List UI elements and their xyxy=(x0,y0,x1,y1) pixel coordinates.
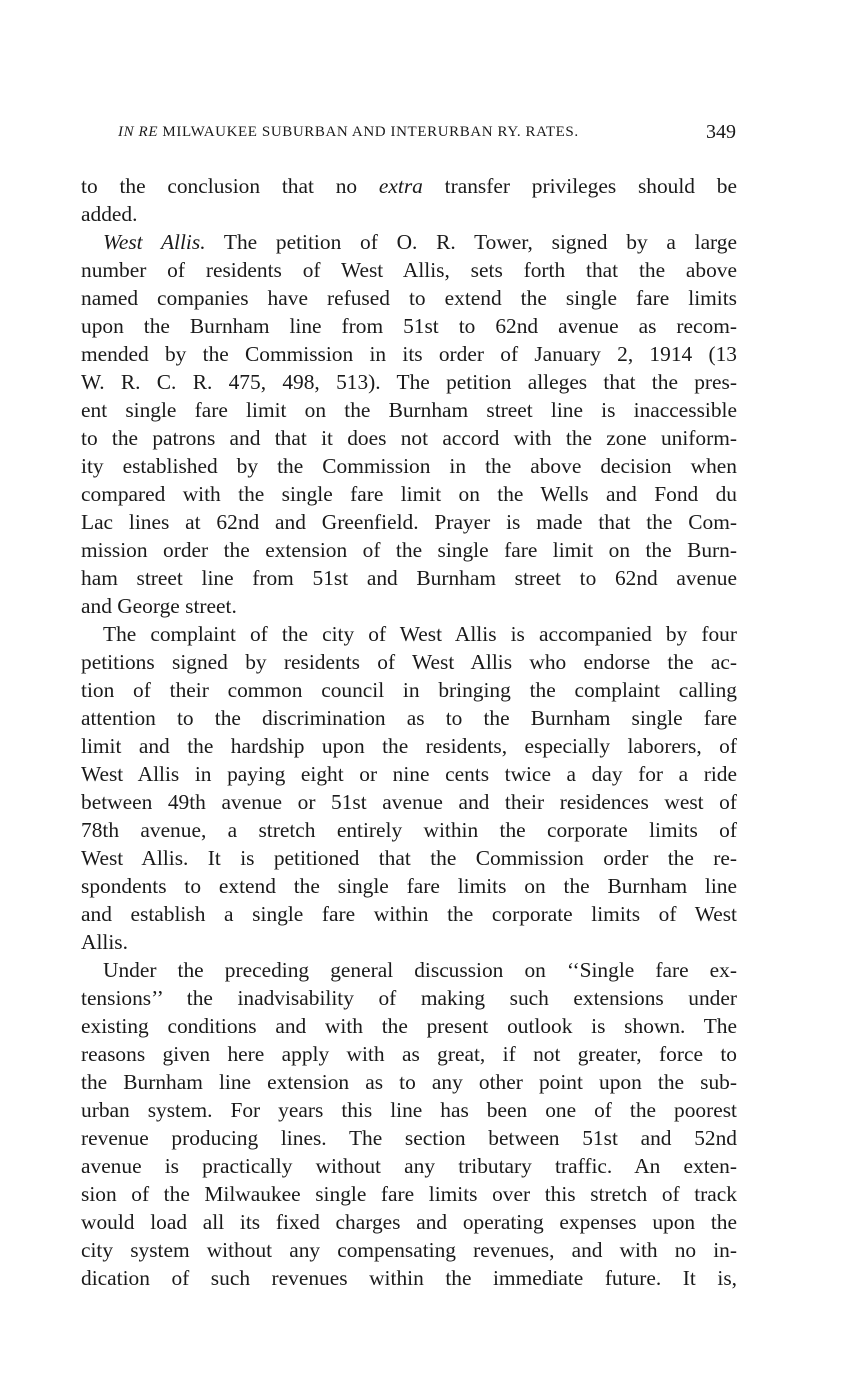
text-line xyxy=(81,200,737,228)
text-line xyxy=(81,368,737,396)
text-segment: urban system. For years this line has been one of the poorest xyxy=(81,1098,737,1122)
text-line xyxy=(81,592,737,620)
text-line xyxy=(81,1152,737,1180)
running-head-title-italic: IN RE xyxy=(118,124,159,140)
text-line xyxy=(81,508,737,536)
text-line xyxy=(81,1180,737,1208)
text-segment: city system without any compensating revenues, and with no in- xyxy=(81,1238,737,1262)
running-head-title-rest: MILWAUKEE SUBURBAN AND INTERURBAN RY. RATES. xyxy=(158,124,579,140)
text-segment: reasons given here apply with as great, if not greater, force to xyxy=(81,1042,737,1066)
text-line xyxy=(81,732,737,760)
text-line xyxy=(81,480,737,508)
text-segment: mended by the Commission in its order of January 2, 1914 (13 xyxy=(81,342,737,366)
text-segment: ent single fare limit on the Burnham street line is inaccessible xyxy=(81,398,737,422)
text-segment: and establish a single fare within the corporate limits of West xyxy=(81,902,737,926)
text-segment: Allis. xyxy=(81,930,128,954)
text-line xyxy=(81,1012,737,1040)
text-segment: transfer privileges should be xyxy=(422,174,737,198)
text-line xyxy=(81,816,737,844)
text-line xyxy=(81,760,737,788)
text-segment: West Allis in paying eight or nine cents twice a day for a ride xyxy=(81,762,737,786)
text-line xyxy=(81,1236,737,1264)
text-line xyxy=(81,900,737,928)
text-segment: existing conditions and with the present outlook is shown. The xyxy=(81,1014,737,1038)
text-segment: limit and the hardship upon the residents, especially laborers, of xyxy=(81,734,737,758)
text-segment: mission order the extension of the single fare limit on the Burn- xyxy=(81,538,737,562)
text-line xyxy=(81,284,737,312)
body-text xyxy=(81,172,737,1292)
text-line xyxy=(81,1040,737,1068)
text-line xyxy=(81,536,737,564)
text-line xyxy=(81,228,737,256)
text-segment: attention to the discrimination as to the Burnham single fare xyxy=(81,706,737,730)
text-segment: avenue is practically without any tributary traffic. An exten- xyxy=(81,1154,737,1178)
text-line xyxy=(81,396,737,424)
text-line xyxy=(81,172,737,200)
text-segment: Under the preceding general discussion on ‘‘Single fare ex- xyxy=(103,958,737,982)
text-line xyxy=(81,648,737,676)
text-line xyxy=(81,1068,737,1096)
text-line xyxy=(81,984,737,1012)
text-segment: tion of their common council in bringing the complaint calling xyxy=(81,678,737,702)
text-segment: West Allis. It is petitioned that the Commission order the re- xyxy=(81,846,737,870)
text-segment: to the patrons and that it does not accord with the zone uniform- xyxy=(81,426,737,450)
text-segment: sion of the Milwaukee single fare limits over this stretch of track xyxy=(81,1182,737,1206)
text-segment: spondents to extend the single fare limits on the Burnham line xyxy=(81,874,737,898)
text-line xyxy=(81,676,737,704)
text-line xyxy=(81,956,737,984)
text-line xyxy=(81,424,737,452)
text-line xyxy=(81,452,737,480)
text-line xyxy=(81,788,737,816)
text-segment: Lac lines at 62nd and Greenfield. Prayer is made that the Com- xyxy=(81,510,737,534)
running-head xyxy=(118,118,736,146)
italic-text: extra xyxy=(378,174,423,198)
text-segment: revenue producing lines. The section between 51st and 52nd xyxy=(81,1126,737,1150)
text-line xyxy=(81,1264,737,1292)
text-line xyxy=(81,704,737,732)
text-line xyxy=(81,340,737,368)
text-line xyxy=(81,1096,737,1124)
text-line xyxy=(81,872,737,900)
text-line xyxy=(81,844,737,872)
page-number: 349 xyxy=(706,121,736,143)
text-segment: The complaint of the city of West Allis is accompanied by four xyxy=(103,622,737,646)
text-segment: the Burnham line extension as to any other point upon the sub- xyxy=(81,1070,737,1094)
text-segment: upon the Burnham line from 51st to 62nd avenue as recom- xyxy=(81,314,737,338)
text-segment: dication of such revenues within the immediate future. It is, xyxy=(81,1266,737,1290)
text-segment: named companies have refused to extend the single fare limits xyxy=(81,286,737,310)
text-line xyxy=(81,1124,737,1152)
running-head-title xyxy=(118,118,579,146)
text-line xyxy=(81,1208,737,1236)
text-segment: The petition of O. R. Tower, signed by a large xyxy=(205,230,737,254)
text-segment: 78th avenue, a stretch entirely within the corporate limits of xyxy=(81,818,737,842)
text-segment: petitions signed by residents of West Allis who endorse the ac- xyxy=(81,650,737,674)
text-line xyxy=(81,312,737,340)
text-segment: to the conclusion that no xyxy=(81,174,379,198)
text-segment: W. R. C. R. 475, 498, 513). The petition alleges that the pres- xyxy=(81,370,737,394)
text-segment: would load all its fixed charges and operating expenses upon the xyxy=(81,1210,737,1234)
text-segment: added. xyxy=(81,202,138,226)
text-segment: number of residents of West Allis, sets forth that the above xyxy=(81,258,737,282)
text-segment: compared with the single fare limit on the Wells and Fond du xyxy=(81,482,737,506)
text-line xyxy=(81,256,737,284)
text-segment: ity established by the Commission in the above decision when xyxy=(81,454,737,478)
text-segment: tensions’’ the inadvisability of making such extensions under xyxy=(81,986,737,1010)
text-line xyxy=(81,620,737,648)
text-segment: and George street. xyxy=(81,594,237,618)
italic-text: West Allis. xyxy=(103,230,206,254)
text-segment: between 49th avenue or 51st avenue and their residences west of xyxy=(81,790,737,814)
text-line xyxy=(81,928,737,956)
text-line xyxy=(81,564,737,592)
text-segment: ham street line from 51st and Burnham street to 62nd avenue xyxy=(81,566,737,590)
